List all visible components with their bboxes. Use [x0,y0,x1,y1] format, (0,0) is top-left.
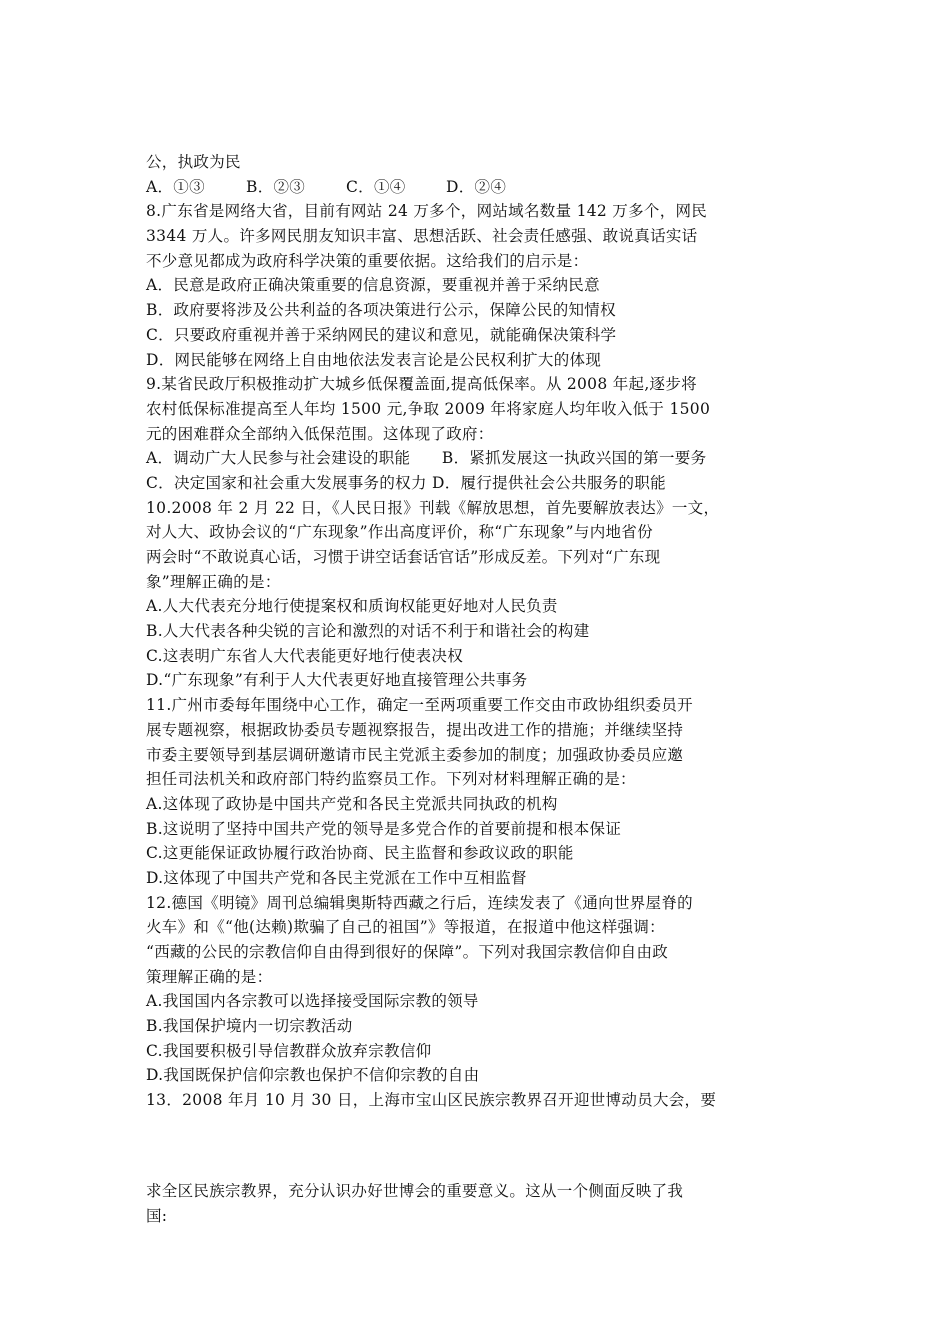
q13-stem: 13．2008 年月 10 月 30 日，上海市宝山区民族宗教界召开迎世博动员大会，要 [146,1091,717,1110]
q10-option-b: B.人大代表各种尖锐的言论和激烈的对话不利于和谐社会的构建 [146,622,590,641]
q7-option-a: A．①③ [146,177,205,196]
q11-stem: 市委主要领导到基层调研邀请市民主党派主委参加的制度；加强政协委员应邀 [146,745,684,764]
q8-option-a: A．民意是政府正确决策重要的信息资源，要重视并善于采纳民意 [146,276,600,295]
q12-option-b: B.我国保护境内一切宗教活动 [146,1017,353,1036]
q10-option-a: A.人大代表充分地行使提案权和质询权能更好地对人民负责 [146,597,558,616]
q11-stem: 展专题视察，根据政协委员专题视察报告，提出改进工作的措施；并继续坚持 [146,720,684,739]
q9-stem: 农村低保标准提高至人年均 1500 元,争取 2009 年将家庭人均年收入低于 1500 [146,399,711,418]
q12-option-d: D.我国既保护信仰宗教也保护不信仰宗教的自由 [146,1066,480,1085]
q12-stem: “西藏的公民的宗教信仰自由得到很好的保障”。下列对我国宗教信仰自由政 [146,943,669,961]
q10-stem: 两会时“不敢说真心话，习惯于讲空话套话官话”形成反差。下列对“广东现 [146,548,661,566]
q11-option-c: C.这更能保证政协履行政治协商、民主监督和参政议政的职能 [146,844,574,863]
q7-option-d: D．②④ [446,177,507,196]
page-break-gap [146,1113,816,1179]
q13-stem-continued: 国: [146,1206,168,1225]
q9-stem: 元的困难群众全部纳入低保范围。这体现了政府： [146,424,494,443]
q11-stem: 11.广州市委每年围绕中心工作，确定一至两项重要工作交由市政协组织委员开 [146,696,693,715]
q11-stem: 担任司法机关和政府部门特约监察员工作。下列对材料理解正确的是： [146,770,636,789]
q8-option-d: D．网民能够在网络上自由地依法发表言论是公民权利扩大的体现 [146,350,602,369]
q12-stem: 策理解正确的是： [146,967,273,986]
q10-stem: 象”理解正确的是： [146,572,281,591]
q12-option-c: C.我国要积极引导信教群众放弃宗教信仰 [146,1041,432,1060]
q10-stem: 10.2008 年 2 月 22 日，《人民日报》刊载《解放思想，首先要解放表达》一文， [146,498,720,517]
q12-stem: 12.德国《明镜》周刊总编辑奥斯特西藏之行后，连续发表了《通向世界屋脊的 [146,893,693,912]
q7-option-b: B．②③ [246,177,306,196]
q10-stem: 对人大、政协会议的“广东现象”作出高度评价，称“广东现象”与内地省份 [146,523,653,542]
q8-stem: 3344 万人。许多网民朋友知识丰富、思想活跃、社会责任感强、敢说真话实话 [146,227,698,246]
q12-option-a: A.我国国内各宗教可以选择接受国际宗教的领导 [146,992,479,1011]
text-line: 公，执政为民 [146,153,241,171]
q9-options-ab: A．调动广大人民参与社会建设的职能 B．紧抓发展这一执政兴国的第一要务 [146,449,707,468]
q8-stem: 8.广东省是网络大省，目前有网站 24 万多个，网站域名数量 142 万多个，网民 [146,202,708,221]
q10-option-d: D.“广东现象”有利于人大代表更好地直接管理公共事务 [146,671,528,690]
q8-option-b: B．政府要将涉及公共利益的各项决策进行公示，保障公民的知情权 [146,301,616,320]
q9-options-cd: C．决定国家和社会重大发展事务的权力 D．履行提供社会公共服务的职能 [146,473,666,492]
q11-option-a: A.这体现了政协是中国共产党和各民主党派共同执政的机构 [146,794,558,813]
q8-stem: 不少意见都成为政府科学决策的重要依据。这给我们的启示是： [146,251,589,270]
q7-options [146,175,816,200]
q7-option-c: C．①④ [346,177,406,196]
q11-option-b: B.这说明了坚持中国共产党的领导是多党合作的首要前提和根本保证 [146,819,622,838]
q9-stem: 9.某省民政厅积极推动扩大城乡低保覆盖面,提高低保率。从 2008 年起,逐步将 [146,375,697,394]
q8-option-c: C．只要政府重视并善于采纳网民的建议和意见，就能确保决策科学 [146,325,617,344]
q12-stem: 火车》和《“他(达赖)欺骗了自己的祖国”》等报道，在报道中他这样强调： [146,918,665,937]
document-page [146,150,816,1228]
q13-stem-continued: 求全区民族宗教界，充分认识办好世博会的重要意义。这从一个侧面反映了我 [146,1181,684,1200]
q10-option-c: C.这表明广东省人大代表能更好地行使表决权 [146,646,464,665]
q11-option-d: D.这体现了中国共产党和各民主党派在工作中互相监督 [146,868,527,887]
